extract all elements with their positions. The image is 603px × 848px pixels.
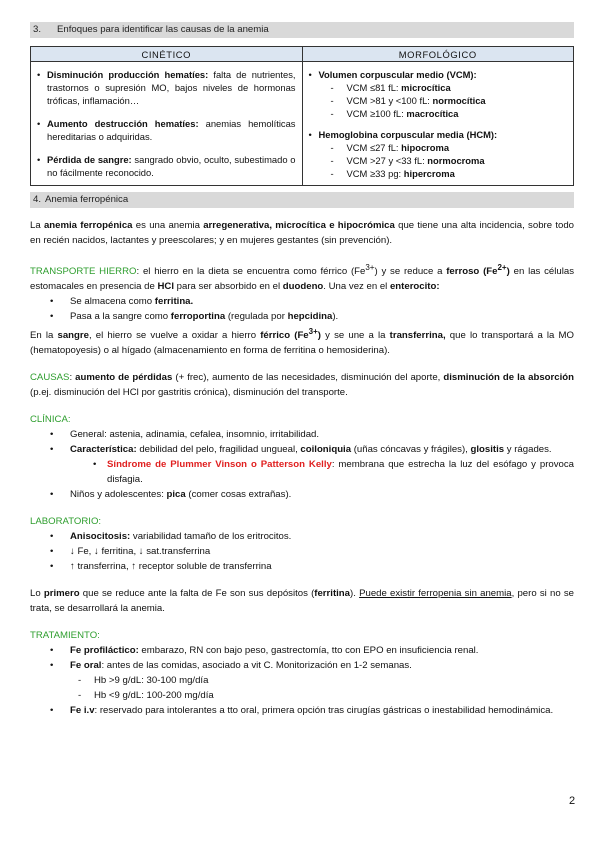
transport-item: • Pasa a la sangre como ferroportina (regulada por hepcidina). xyxy=(30,309,574,324)
vcm-item: - VCM >81 y <100 fL: normocítica xyxy=(309,94,568,107)
vcm-title: • Volumen corpuscular medio (VCM): xyxy=(309,68,568,81)
vcm-item: - VCM ≤81 fL: microcítica xyxy=(309,81,568,94)
lab-item: • ↓ Fe, ↓ ferritina, ↓ sat.transferrina xyxy=(30,544,574,559)
treatment-item: • Fe oral: antes de las comidas, asociado a vit C. Monitorización en 1-2 semanas. xyxy=(30,658,574,673)
treatment-heading: TRATAMIENTO: xyxy=(30,630,100,642)
clinic-heading: CLÍNICA: xyxy=(30,414,71,426)
hcm-item: - VCM >27 y <33 fL: normocroma xyxy=(309,154,568,167)
causes-paragraph: CAUSAS: aumento de pérdidas (+ frec), aumento de las necesidades, disminución del aporte, disminución de la absorción (p.ej. disminución del HCl por gastritis crónica), disminución del transporte. xyxy=(30,372,574,399)
lab-heading: LABORATORIO: xyxy=(30,516,102,528)
morphologic-cell xyxy=(302,62,574,186)
section-number: 3. xyxy=(33,24,42,35)
kinetic-item: • Disminución producción hematíes: falta de nutrientes, trastornos o supresión MO, bajos niveles de hormonas tróficas, inflamación… xyxy=(37,68,296,107)
col-header-morphologic: MORFOLÓGICO xyxy=(302,47,574,62)
blood-paragraph: En la sangre, el hierro se vuelve a oxidar a hierro férrico $(Fe^{3+})$ y se une a la transferrina, que lo transportará a la MO (hematopoyesis) o al hígado (almacenamiento en forma de ferritina o hemosiderina). xyxy=(30,327,575,357)
clinic-item: • Característica: debilidad del pelo, fragilidad ungueal, coiloniquia (uñas cóncavas y frágiles), glositis y rágades. xyxy=(30,442,574,457)
causes-label: CAUSAS xyxy=(30,372,70,384)
dose-item: - Hb <9 g/dL: 100-200 mg/día xyxy=(30,688,574,703)
section-title: Enfoques para identificar las causas de la anemia xyxy=(57,24,269,35)
clinic-item: • General: astenia, adinamia, cefalea, insomnio, irritabilidad. xyxy=(30,427,574,442)
lab-item: • ↑ transferrina, ↑ receptor soluble de transferrina xyxy=(30,559,574,574)
dose-item: - Hb >9 g/dL: 30-100 mg/día xyxy=(30,673,574,688)
transport-item: • Se almacena como ferritina. xyxy=(30,294,574,309)
section-title: Anemia ferropénica xyxy=(45,194,129,205)
lab-item: • Anisocitosis: variabilidad tamaño de los eritrocitos. xyxy=(30,529,574,544)
transport-paragraph: TRANSPORTE HIERRO: el hierro en la dieta se encuentra como férrico $(Fe^{3+})$ y se reduce a ferroso $(Fe^{2+})$ en las células estomacales en presencia de HCl para ser absorbido en el duodeno. Una vez en el enterocito: xyxy=(30,263,574,293)
kinetic-cell xyxy=(31,62,303,186)
clinic-item: • Niños y adolescentes: pica (comer cosas extrañas). xyxy=(30,487,574,502)
section-3-header xyxy=(30,22,574,38)
hcm-item: - VCM ≥33 pg: hipercroma xyxy=(309,167,568,180)
col-header-kinetic: CINÉTICO xyxy=(31,47,303,62)
hcm-title: • Hemoglobina corpuscular media (HCM): xyxy=(309,128,568,141)
first-reduced-paragraph: Lo primero que se reduce ante la falta de Fe son sus depósitos (ferritina). Puede existir ferropenia sin anemia, pero si no se trata, se desarrollará la anemia. xyxy=(30,588,575,615)
treatment-item: • Fe i.v: reservado para intolerantes a tto oral, primera opción tras cirugías gástricas o inestabilidad hemodinámica. xyxy=(30,703,574,718)
clinic-subitem: • Síndrome de Plummer Vinson o Patterson Kelly: membrana que estrecha la luz del esófago y provoca disfagia. xyxy=(30,457,574,487)
hcm-item: - VCM ≤27 fL: hipocroma xyxy=(309,141,568,154)
treatment-item: • Fe profiláctico: embarazo, RN con bajo peso, gastrectomía, tto con EPO en insuficiencia renal. xyxy=(30,643,574,658)
section-4-header xyxy=(30,192,574,208)
kinetic-item: • Aumento destrucción hematíes: anemias hemolíticas hereditarias o adquiridas. xyxy=(37,117,296,143)
vcm-item: - VCM ≥100 fL: macrocítica xyxy=(309,107,568,120)
kinetic-item: • Pérdida de sangre: sangrado obvio, oculto, subestimado o no fácilmente reconocido. xyxy=(37,153,296,179)
page xyxy=(30,22,574,718)
intro-paragraph: La anemia ferropénica es una anemia arregenerativa, microcítica e hipocrómica que tiene una alta incidencia, sobre todo en recién nacidos, lactantes y preescolares; y en mujeres gestantes (sin prevención). xyxy=(30,220,574,246)
transport-label: TRANSPORTE HIERRO xyxy=(30,266,137,278)
section-number: 4. xyxy=(33,194,42,205)
page-number: 2 xyxy=(569,795,576,807)
approaches-table xyxy=(30,46,574,186)
